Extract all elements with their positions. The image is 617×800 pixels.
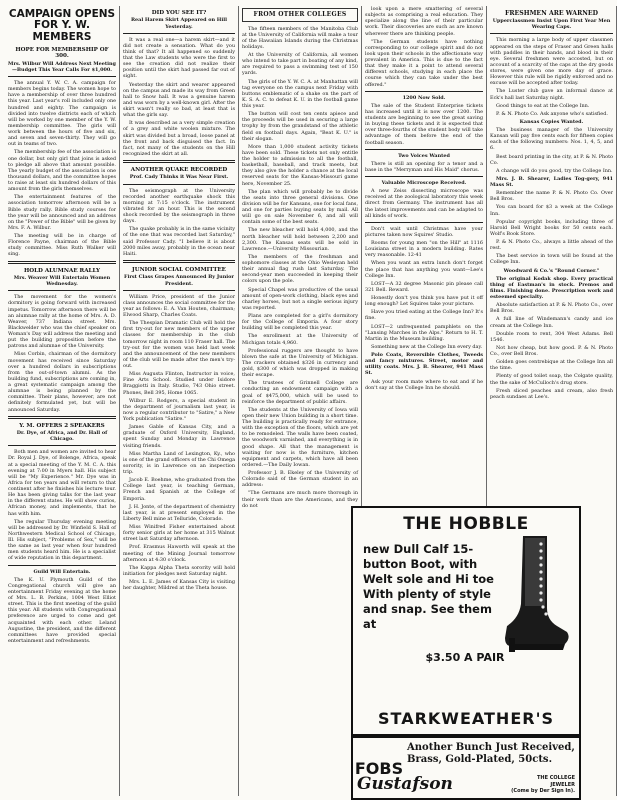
paragraph: look upon a mere smattering of several subjects as comprising a real education. They specialize along the line of their particular work. Their discoveries are such as are known wherever there are thinking people. bbox=[365, 6, 483, 37]
gustafson-tag-jeweler: JEWELER bbox=[550, 781, 575, 788]
classified-item: Plenty of good toilet soap, the Colgate quality, the the sake of McCulloch's drug store. bbox=[490, 373, 613, 386]
classified-item: The best service in town will be found at the College Inn. bbox=[490, 253, 613, 266]
paragraph: This morning a large body of upper classmen appeared on the steps of Fraser and Green halls with paddles in their hands, and blood in their eye. Several freshmen were accosted, but on account of a scarcity of the caps at the dry goods stores, were given one more day of grace. However this rule will be rigidly enforced and no excuse will be accepted after today. bbox=[490, 37, 613, 87]
ad-fobs bbox=[351, 736, 581, 800]
paragraph: J. H. Jonte, of the department of chemistry last year, is at present employed in the Liberty Bell mine at Telluride, Colorado. bbox=[123, 503, 235, 522]
headline-freshmen: FRESHMEN ARE WARNED bbox=[505, 10, 598, 17]
paragraph: "The German students have nothing corresponding to our college spirit and do not look upon their schools in the affectionate way prevalent in America. This is due to the fact that they make it a point to attend several different schools, studying in each place the course which they can take under the best offered." bbox=[365, 38, 483, 88]
gustafson-tagline bbox=[511, 775, 575, 794]
column-3 bbox=[239, 6, 362, 796]
paragraph: The members of the freshman and sophomore classes at the Ohio Wesleyan held their annual flag rush last Saturday. The second-year men succeeded in keeping their colors upon the pole. bbox=[242, 253, 358, 285]
paragraph: The students at the University of Iowa will open their new Union building in a short time. The building is practically ready for entrance, with the exception of the floors, which are yet to be remodeled. The walls have been coated, the woodwork varnished, and everything is in good shape. All that the management is waiting for now is the furniture, kitchen equipment and carpets, which have all been ordered.—The Daily Iowan. bbox=[242, 406, 358, 468]
paragraph: Special Chapel was productive of the usual amount of open-work clothing, black eyes and charley horses, but not a single serious injury was reported. bbox=[242, 286, 358, 311]
column-2 bbox=[120, 6, 239, 796]
divider bbox=[365, 222, 483, 223]
column-1 bbox=[5, 6, 120, 796]
paragraph: Plans are completed for a girl's dormitory for the College of Emporia. A four story building will be completed this year. bbox=[242, 313, 358, 332]
headline-speakers: Y. M. OFFERS 2 SPEAKERS bbox=[19, 422, 105, 429]
classified-item: Have you tried eating at the College Inn? It's fine. bbox=[365, 309, 483, 322]
classified-item: A full line of Windemann's candy and ice cream at the College Inn. bbox=[490, 316, 613, 329]
headline-alumnae: HOLD ALUMNAE RALLY bbox=[23, 267, 101, 274]
deck-harem: Real Harem Skirt Appeared on Hill Yesterday. bbox=[130, 17, 228, 30]
paragraph: The new bleacher will hold 4,000, and the north bleacher will hold between 2,200 and 2,300. The Kansas seats will be sold in Lawrence.—University Missourian. bbox=[242, 227, 358, 252]
divider bbox=[123, 184, 235, 185]
frame-head-other-colleges: FROM OTHER COLLEGES bbox=[242, 8, 358, 22]
divider bbox=[365, 91, 483, 92]
paragraph: Both men and women are invited to hear Dr. Royal J. Dye, of Bolenge, Africa, speak at a special meeting of the Y. M. C. A. this evening at 7:00 in Myers hall. His subject will be "My Experience." Mr. Dye was in Africa for ten years and will return to that continent after he finishes his lecture tour. He has been giving talks for the last year in the different states. He will show curios, African money, and implements, that he has with him. bbox=[8, 449, 116, 517]
classified-item: The business manager of the University Kansan will pay five cents each for fifteen copies each of the following numbers: Nos. 1, 4, 5, and 6. bbox=[490, 127, 613, 152]
classified-item: Ask your room mate where to eat and if he don't say at the College Inn he should. bbox=[365, 378, 483, 391]
paragraph: James Gable of Kansas City, and a graduate of Oxford University, England, spent Sunday and Monday in Lawrence visiting friends. bbox=[123, 424, 235, 449]
ad-hobble bbox=[351, 506, 581, 736]
paragraph: A new Zeiss dissecting microscope was received at the zoological laboratory this week direct from Germany. The instrument has all the latest improvements and can be adapted to all kinds of work. bbox=[365, 188, 483, 219]
paragraph: The movement for the women's dormitory is going forward with increased impetus. Tomorrow afternoon there will be an alumnae rally at the home of Mrs. A. D. Weaver, 737 Indiana street. Mrs. Blackwelder who was the chief speaker on Woman's Day will address the meeting and put the building proposition before the patrons and alumnae of the University. bbox=[8, 294, 116, 350]
hobble-store: STARKWEATHER'S bbox=[378, 709, 554, 728]
paragraph: Professor J. B. Ekeley of the University of Colorado said of the German student in an address: bbox=[242, 470, 358, 489]
headline-junior: JUNIOR SOCIAL COMMITTEE bbox=[132, 266, 226, 273]
fobs-text: Another Bunch Just Received, Brass, Gold-Plated, 50cts. bbox=[407, 742, 575, 765]
paragraph: William Price, president of the Junior class announces the social committee for the year as follows: E. A. Van Houten, chairman; Elwood Sharp, Charles Coats. bbox=[123, 293, 235, 319]
paragraph: Miss Martha Land of Lexington, Ky., who is one of the grand officers of the Chi Omega sorority, is in Lawrence on an inspection trip. bbox=[123, 450, 235, 476]
divider bbox=[365, 149, 483, 150]
paragraph: The trustees of Grinnell College are conducting an endowment campaign with a goal of $475,000, which will be used to reinforce the department of public affairs. bbox=[242, 380, 358, 405]
paragraph: The seismograph at the University recorded another earthquake shock this morning at 7:15 o'clock. The instrument vibrated for an hour. This is the second shock recorded by the seismograph in three days. bbox=[123, 187, 235, 225]
paragraph: The plan which will probably be to divide the seats into three general divisions. One division will be for Kansans, one for local fans, and one for parties buying seats by mail. All will go on sale November 6, and all will contain some of the best seats. bbox=[242, 188, 358, 226]
divider bbox=[8, 416, 116, 419]
paragraph: Miss Winifred Fisher entertained about forty senior girls at her home at 315 Walnut street last Saturday afternoon. bbox=[123, 524, 235, 543]
classified-item: Rooms for young men "on the Hill" at 1116 Louisiana street in a modern building. Rates very reasonable. 12-41 bbox=[365, 240, 483, 259]
paragraph: The Kappa Alpha Theta sorority will hold initiation for pledges next Saturday night. bbox=[123, 564, 235, 577]
hobble-body: new Dull Calf 15-button Boot, with Welt sole and Hi toe With plenty of style and snap. See them at bbox=[363, 542, 494, 631]
paragraph: Professional ruggers are thought to have blown the safe at the University of Michigan. The crackers obtained $326 in currency and gold, $300 of which was dropped in making their escape. bbox=[242, 347, 358, 379]
paragraph: Miss Augusta Flinton, Instructor in voice, Fine Arts School. Studied under Isidore Braggiotti in Italy. Studio, 743 Ohio street. Phones, Bell 395, Home 1065. bbox=[123, 371, 235, 396]
paragraph: Wilbur E. Rodgers, a special student in the department of journalism last year, is now a regular contributor to "Satire," a New York publication "Satire." bbox=[123, 397, 235, 423]
paragraph: The K. U. Plymouth Guild of the Congregational church will give an entertainment Friday evening at the home of Mrs. L. B. Perkins, 1004 West Elliot street. This is the first meeting of the guild this year. All students with Congregational preference are urged to come and get acquainted with each other. Leland Augustine, the president, and the different committees have provided special entertainment and refreshments. bbox=[8, 576, 116, 644]
paragraph: The sale of the Student Enterprise tickets has increased until it is now over 1200. The students are beginning to see the great saving in buying these tickets and it is expected that over three-fourths of the student body will take advantage of them before the end of the football season. bbox=[365, 102, 483, 146]
paragraph: The girls of the Y. W. C. A. at Manhattan will tag everyone on the campus next Friday with buttons emblematic of a shake on the part of K. S. A. C. to defeat K. U. in the football game this year. bbox=[242, 78, 358, 109]
paragraph: "The Germans are much more thorough in their work than are the Americans, and they do not bbox=[242, 490, 358, 509]
paragraph: Miss Corbin, chairman of the dormitory movement has received since Saturday over a hundred dollars in subscriptions from the out-of-town alumni. As the building fund, subscriptions are coming in, a great systematic campaign among the alumnae is being planned by the committee. Their plans, however, are not definitely formulated yet, but will be announced Saturday. bbox=[8, 351, 116, 413]
classified-item: Double room to rent, 304 West Adams. Bell 1546. bbox=[490, 330, 613, 343]
headline-1200: 1200 Now Sold. bbox=[402, 94, 446, 101]
paragraph: The fifteen members of the Manitoba Club at the University of California will make a tour of the Hawaiian Islands during the Christmas holidays. bbox=[242, 25, 358, 50]
classified-item: Don't wait until Christmas have your pictures taken now Squires' Studio. bbox=[365, 225, 483, 238]
classified-item: Polo Coats, Reversible Clothes, Tweeds and fancy mixtures. Street, motor and utility coats. Mrs. J. B. Shearer, 941 Mass St. bbox=[365, 352, 483, 377]
divider bbox=[8, 290, 116, 291]
paragraph: It was described as a very simple creation of a grey and white woolen mixture. The skirt was divided but a broad, loose panel at the front and back disguised the fact. In fact, not many of the students on the Hill recognized the skirt at all. bbox=[123, 120, 235, 157]
boot-illustration-icon bbox=[501, 534, 571, 654]
classified-item: Honestly don't you think you have put it off long enough? Let Squires take your picture. bbox=[365, 295, 483, 308]
gustafson-tag-college: THE COLLEGE bbox=[537, 775, 575, 782]
classified-item: A change will do you good, try the College Inn. bbox=[496, 167, 613, 174]
paragraph: The Luster club gave an informal dance at Eck's hall last Saturday night. bbox=[490, 88, 613, 101]
classified-item: Popular copyright books, including three of Harold Bell Wright books for 50 cents each. Wolf's Book Store. bbox=[490, 218, 613, 237]
divider bbox=[8, 565, 116, 566]
paragraph: The enrollment at the University of Michigan totals 4,960. bbox=[242, 333, 358, 346]
headline-quake: ANOTHER QUAKE RECORDED bbox=[130, 167, 228, 174]
gustafson-logo: Gustafson bbox=[357, 774, 453, 794]
classified-item: Best board printing in the city, at P. & N. Photo Co. bbox=[490, 153, 613, 166]
subhead-membership: HOPE FOR MEMBERSHIP OF 300. bbox=[15, 46, 109, 60]
deck-cady: Prof. Cady Thinks it Was Near First. bbox=[129, 174, 229, 181]
classified-item: P. & N. Photo Co. Ask anyone who's satisfied. bbox=[496, 110, 608, 117]
classified-item: Remember the name P. & N. Photo Co. Over Bell Bros. bbox=[490, 190, 613, 203]
classified-item: You can board for $3 a week at the College Inn. bbox=[490, 204, 613, 217]
deck-wilbur: Mrs. Wilbur Will Address Next Meeting—Budget This Year Calls For $1,000. bbox=[8, 60, 116, 73]
paragraph: Jacob E. Boehme, who graduated from the College last year, is teaching German, French and Spanish at the College of Emporia. bbox=[123, 477, 235, 502]
headline-microscope: Valuable Microscope Received. bbox=[381, 180, 467, 186]
divider bbox=[123, 290, 235, 291]
headline-did-you-see: DID YOU SEE IT? bbox=[151, 10, 207, 16]
paragraph: It was a real one—a harem skirt—and it did not create a sensation. What do you think of that? It all happened so suddenly that the Law students who were the first to see the creation did not realize their position until the skirt had passed far out of sight. bbox=[123, 36, 235, 80]
paragraph: The button will cost ten cents apiece and the proceeds will be used in securing a large trophy by from the grandstand of the athletic field on football days. Again, "Beat K. U." is their slogan. bbox=[242, 111, 358, 142]
gustafson-tag-sign: (Come by Der Sign In). bbox=[511, 787, 575, 794]
headline-campaign: CAMPAIGN OPENS FOR Y. W. MEMBERS bbox=[8, 8, 116, 43]
classified-item: P. & N. Photo Co., always a little ahead of the rest. bbox=[490, 239, 613, 252]
paragraph: The Thespian Dramatic Club will hold the first try-out for new members of the upper classes for membership in the club tomorrow night in room 110 Fraser hall. The try-out for the women was held last week and the announcement of the new members of the club will be made after the men's try-out. bbox=[123, 320, 235, 370]
classified-item: The original Kodak shop. Every practical thing of Eastman's in stock. Premos and films. Finishing done. Prescription work and esteemed specialty. bbox=[490, 275, 613, 300]
hobble-price: $3.50 A PAIR bbox=[425, 651, 505, 664]
headline-kansas-copies: Kansas Copies Wanted. bbox=[519, 118, 584, 125]
classified-item: Golden goes centrebique at the College Inn all the time. bbox=[490, 359, 613, 372]
classified-item: LOST—A 32 degree Masonic pin please call 321 Bell. Reward. bbox=[365, 280, 483, 293]
classified-item: Not how cheap, but how good. P. & N. Photo Co., over Bell Bros. bbox=[490, 344, 613, 357]
classified-item: Good things to eat at the College Inn. bbox=[496, 102, 590, 109]
classified-item: LOST—2 unfrequented pamphlets on the "Lansing Marches in the Alps." Return to H. T. Martin in the Museum building. bbox=[365, 323, 483, 342]
divider bbox=[8, 445, 116, 446]
divider bbox=[490, 33, 613, 34]
divider bbox=[123, 33, 235, 34]
headline-guild: Guild Will Entertain. bbox=[33, 568, 91, 575]
paragraph: Mrs. L. E. James of Kansas City is visiting her daughter, Mildred at the Theta house. bbox=[123, 579, 235, 592]
fobs-title: FOBS bbox=[354, 758, 404, 778]
classified-item: Fresh sliced peaches and cream, also fresh peach sundaes at Lee's. bbox=[490, 387, 613, 400]
deck-junior: First Class Grapes Announced By Junior President. bbox=[124, 274, 234, 287]
deck-dye: Dr. Dye, of Africa, and Dr. Hall of Chicago. bbox=[16, 430, 108, 443]
divider bbox=[365, 176, 483, 177]
paragraph: There is still an opening for a tenor and a base in the "Merryman and His Maid" chorus. bbox=[365, 160, 483, 173]
divider bbox=[123, 160, 235, 163]
classified-item: Absolute satisfaction at P. & N. Photo Co., over Bell Bros. bbox=[490, 302, 613, 315]
divider bbox=[123, 260, 235, 263]
paragraph: The annual Y. W. C. A. campaign for members begins today. The women hope to have a membership of over three hundred this year. Last year's roll included only one hundred and eighty. The campaign is divided into twelve districts each of which will be worked by one member of the Y. W. membership committee. The girls will work between the hours of five and six, and seven and seven-thirty. They will go out in teams of two. bbox=[8, 80, 116, 148]
headline-woodward: Woodward & Co.'s "Round Corner." bbox=[503, 267, 600, 274]
paragraph: Prof. Erasmus Haworth will speak at the meeting of the Mining Journal tomorrow afternoon at 4:30 o'clock. bbox=[123, 544, 235, 563]
paragraph: The meeting will be in charge of Florence Payne, chairman of the Bible study committee. Miss Ruth Walker will sing. bbox=[8, 233, 116, 258]
deck-weaver: Mrs. Weaver Will Entertain Women Wednesday. bbox=[13, 275, 111, 288]
paragraph: The membership fee of the association is one dollar, but only girl that joins is asked to pledge all above that amount possible. The yearly budget of the association is one thousand dollars, and the committee hopes to raise at least six hundred dollars of this amount from the girls themselves. bbox=[8, 149, 116, 193]
paragraph: Yesterday the skirt and wearer appeared on the campus and made its way from Green hall to Snow hall. It was a genuine harem and was worn by a well-known girl. After the skirt wasn't really so bad, at least that is what the girls say. bbox=[123, 81, 235, 119]
paragraph: The regular Thursday evening meeting will be addressed by Dr. Winfield S. Hall of Northwestern Medical School of Chicago, Ill. His subject, "Problems of Sex," will be the same as last year when four hundred men students heard him. He is a specialist of wide reputation in this department. bbox=[8, 518, 116, 562]
paragraph: At the University of California, all women who intend to take part in boating of any kind, are required to pass a swimming test of 150 yards. bbox=[242, 52, 358, 77]
paragraph: The quake probably is in the same vicinity of the one that was recorded last Saturday," said Professor Cady. "I believe it is about 2000 miles away, probably in the ocean near Haiti. bbox=[123, 226, 235, 257]
hobble-title: THE HOBBLE bbox=[403, 514, 529, 534]
classified-item: Something new at the College Inn every day. bbox=[371, 343, 483, 350]
divider bbox=[8, 261, 116, 264]
headline-two-voices: Two Voices Wanted bbox=[398, 152, 450, 159]
classified-item: Mrs. J. B. Shearer, Ladies Tog-gery, 941 Mass St. bbox=[490, 175, 613, 188]
paragraph: The entertainment features of the association tomorrow afternoon will be a Bible study rally. Bible study courses for the year will be announced and an address on the "Power of the Bible" will be given by Mrs. F. A. Wilbur. bbox=[8, 194, 116, 231]
divider bbox=[8, 76, 116, 77]
paragraph: More than 1,000 student activity tickets have been sold. These tickets not only entitle the holder to admission to all the football, basketball, baseball, and track meets, but they also give the holder a chance at the local reserved seats for the Kansas-Missouri game here, November 25. bbox=[242, 143, 358, 187]
classified-item: When you want an extra lunch don't forget the place that has anything you want—Lee's College Inn. bbox=[365, 260, 483, 279]
deck-freshmen: Upperclassmen Insist Upon First Year Men Wearing Caps. bbox=[492, 18, 611, 31]
